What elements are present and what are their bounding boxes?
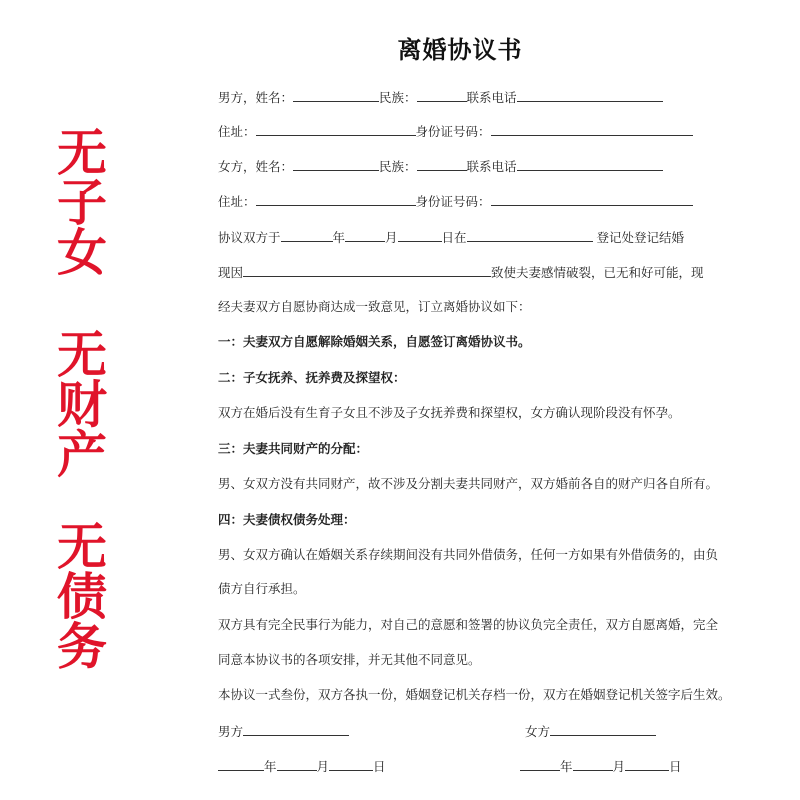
month-label: 月 xyxy=(316,759,330,774)
male-address-row xyxy=(218,121,693,141)
day-label: 日 xyxy=(373,759,386,774)
female-address-field[interactable] xyxy=(256,191,416,206)
female-phone-label: 联系电话 xyxy=(466,159,517,174)
male-info-row xyxy=(218,87,663,107)
document-title: 离婚协议书 xyxy=(397,36,523,64)
section4-body: 债方自行承担。 xyxy=(218,581,306,596)
female-year-field[interactable] xyxy=(520,756,560,771)
female-name-field[interactable] xyxy=(293,156,379,171)
female-phone-field[interactable] xyxy=(517,156,663,171)
female-ethnicity-label: 民族： xyxy=(379,159,417,174)
section4-body: 男、女双方确认在婚姻关系存续期间没有共同外借债务，任何一方如果有外借债务的，由负 xyxy=(218,547,719,562)
male-ethnicity-field[interactable] xyxy=(417,87,467,102)
banner-char: 无 xyxy=(57,326,107,384)
registry-field[interactable] xyxy=(467,227,593,242)
female-info-row xyxy=(218,156,663,176)
banner-char: 女 xyxy=(57,224,107,282)
banner-char: 财 xyxy=(57,376,107,434)
female-sign-label: 女方 xyxy=(525,724,551,739)
intro-text: 经夫妻双方自愿协商达成一致意见，订立离婚协议如下： xyxy=(218,299,531,314)
male-year-field[interactable] xyxy=(218,756,264,771)
male-id-label: 身份证号码： xyxy=(415,124,491,139)
capacity-text: 双方具有完全民事行为能力，对自己的意愿和签署的协议负完全责任，双方自愿离婚，完全 xyxy=(218,617,719,632)
copies-text: 本协议一式叁份，双方各执一份，婚姻登记机关存档一份，双方在婚姻登记机关签字后生效。 xyxy=(218,687,731,702)
section3-body: 男、女双方没有共同财产，故不涉及分割夫妻共同财产，双方婚前各自的财产归各自所有。 xyxy=(218,476,719,491)
section4-heading: 四：夫妻债权债务处理： xyxy=(218,512,356,527)
year-label: 年 xyxy=(560,759,573,774)
reason-prefix: 现因 xyxy=(218,265,244,280)
male-month-field[interactable] xyxy=(277,756,317,771)
male-phone-field[interactable] xyxy=(517,87,663,102)
side-banner xyxy=(52,124,112,282)
banner-char: 子 xyxy=(57,174,107,232)
section2-body: 双方在婚后没有生育子女且不涉及子女抚养费和探望权，女方确认现阶段没有怀孕。 xyxy=(218,405,681,420)
side-banner xyxy=(52,326,112,484)
female-date-row xyxy=(520,756,682,776)
day-label: 日在 xyxy=(441,230,467,245)
day-label: 日 xyxy=(669,759,682,774)
female-month-field[interactable] xyxy=(573,756,613,771)
banner-char: 债 xyxy=(57,568,107,626)
side-banner xyxy=(52,518,112,676)
banner-char: 无 xyxy=(57,518,107,576)
male-sign-field[interactable] xyxy=(243,721,349,736)
male-name-field[interactable] xyxy=(293,87,379,102)
marriage-month-field[interactable] xyxy=(345,227,385,242)
female-name-label: 女方，姓名： xyxy=(218,159,294,174)
male-address-label: 住址： xyxy=(218,124,256,139)
marriage-prefix: 协议双方于 xyxy=(218,230,281,245)
reason-field[interactable] xyxy=(243,262,491,277)
male-ethnicity-label: 民族： xyxy=(379,90,417,105)
year-label: 年 xyxy=(332,230,346,245)
marriage-suffix: 登记处登记结婚 xyxy=(592,230,685,245)
marriage-day-field[interactable] xyxy=(398,227,442,242)
male-name-label: 男方，姓名： xyxy=(218,90,294,105)
banner-char: 无 xyxy=(57,124,107,182)
section2-heading: 二：子女抚养、抚养费及探望权： xyxy=(218,370,406,385)
female-id-label: 身份证号码： xyxy=(415,194,491,209)
reason-suffix: 致使夫妻感情破裂，已无和好可能，现 xyxy=(491,265,704,280)
capacity-text: 同意本协议书的各项安排，并无其他不同意见。 xyxy=(218,652,481,667)
month-label: 月 xyxy=(612,759,626,774)
marriage-row xyxy=(218,227,684,247)
section3-heading: 三：夫妻共同财产的分配： xyxy=(218,441,369,456)
female-ethnicity-field[interactable] xyxy=(417,156,467,171)
banner-char: 产 xyxy=(57,426,107,484)
male-date-row xyxy=(218,756,386,776)
female-address-row xyxy=(218,191,693,211)
female-sign-field[interactable] xyxy=(550,721,656,736)
male-id-field[interactable] xyxy=(491,121,693,136)
male-sign-label: 男方 xyxy=(218,724,244,739)
banner-char: 务 xyxy=(57,618,107,676)
female-id-field[interactable] xyxy=(491,191,693,206)
reason-row xyxy=(218,262,704,282)
male-signature xyxy=(218,721,349,741)
male-address-field[interactable] xyxy=(256,121,416,136)
section1-heading: 一：夫妻双方自愿解除婚姻关系，自愿签订离婚协议书。 xyxy=(218,334,531,349)
year-label: 年 xyxy=(264,759,277,774)
male-day-field[interactable] xyxy=(329,756,373,771)
month-label: 月 xyxy=(385,230,398,245)
female-day-field[interactable] xyxy=(625,756,669,771)
female-signature xyxy=(525,721,656,741)
male-phone-label: 联系电话 xyxy=(466,90,517,105)
marriage-year-field[interactable] xyxy=(281,227,333,242)
female-address-label: 住址： xyxy=(218,194,256,209)
